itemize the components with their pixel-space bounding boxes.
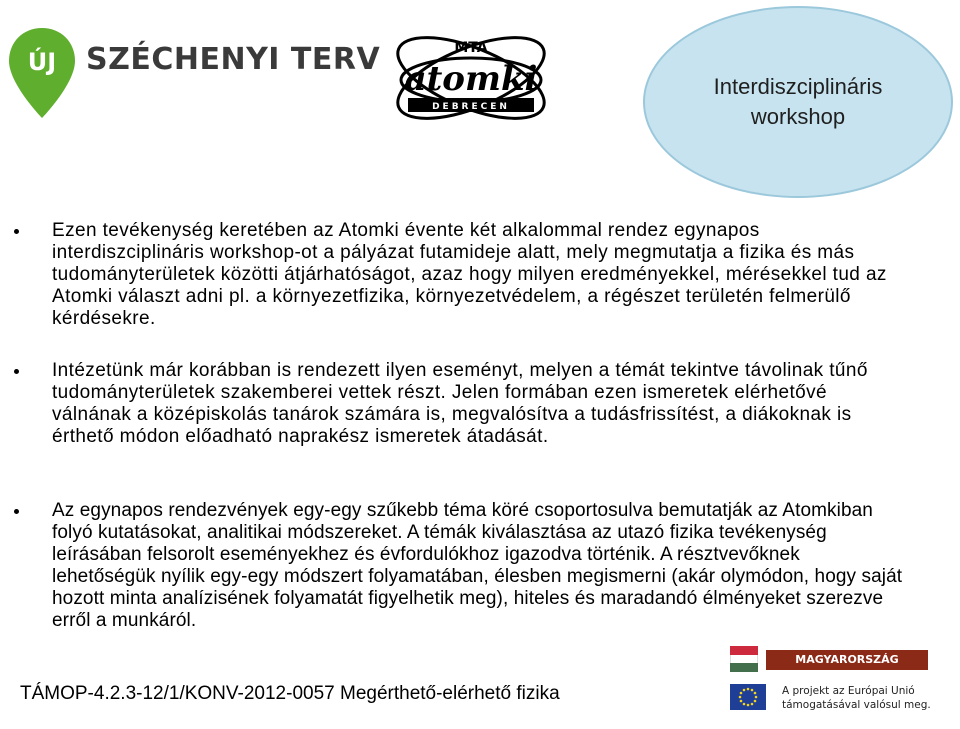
bullet-text: Ezen tevékenység keretében az Atomki évente két alkalommal rendez egynapos interdiszciplináris workshop-ot a pályázat futamideje alatt, mely megmutatja a fizika és más tudományterületek közötti átjárhatóságot, azaz hogy milyen eredményekkel, mérésekkel tud az Atomki választ adni pl. a környezetfizika, környezetvédelem, a régészet területén felmerülő kérdésekre.	[52, 220, 887, 329]
hungarian-flag-icon	[730, 646, 758, 672]
bullet-dot-icon	[14, 369, 19, 374]
project-code: TÁMOP-4.2.3-12/1/KONV-2012-0057 Megérthető-elérhető fizika	[20, 683, 560, 704]
atomki-mta-text: MTA	[454, 40, 488, 56]
slide-title: Interdiszciplináris workshop	[713, 74, 883, 129]
funding-badges	[716, 636, 946, 726]
uj-badge-text: ÚJ	[27, 48, 57, 76]
bullet-dot-icon	[14, 229, 19, 234]
szechenyi-terv-name: SZÉCHENYI TERV	[86, 42, 381, 77]
eu-flag-icon	[730, 684, 766, 710]
map-pin-icon	[6, 26, 78, 120]
magyarorszag-megujul-ribbon: MAGYARORSZÁG MEGÚJUL	[766, 650, 928, 670]
bullet-dot-icon	[14, 509, 19, 514]
bullet-text: Intézetünk már korábban is rendezett ilyen eseményt, melyen a témát tekintve távolinak tűnő tudományterületek szakemberei vettek részt. Jelen formában ezen ismeretek elérhetővé válnának a középiskolás tanárok számára is, megvalósítva a tudásfrissítést, a diákoknak is érthető módon előadható naprakész ismeretek átadását.	[52, 360, 868, 447]
eu-support-text: A projekt az Európai Unió támogatásával valósul meg.	[782, 685, 931, 711]
mta-atomki-logo	[386, 18, 556, 130]
title-oval	[643, 6, 953, 198]
szechenyi-terv-logo	[6, 26, 381, 122]
atomki-debrecen-text: DEBRECEN	[432, 102, 510, 112]
bullet-text: Az egynapos rendezvények egy-egy szűkebb téma köré csoportosulva bemutatják az Atomkiban folyó kutatásokat, analitikai módszereket. A témák kiválasztása az utazó fizika tevékenység leírásában felsorolt eseményekhez és évfordulókhoz igazodva történik. A résztvevőknek lehetőségük nyílik egy-egy módszert folyamatában, élesben megismerni (akár olymódon, hogy saját hozott minta analízisének folyamatát figyelhetik meg), hiteles és maradandó élményeket szerezve erről a munkáról.	[52, 500, 903, 631]
atomki-main-text: atomki	[404, 59, 538, 99]
